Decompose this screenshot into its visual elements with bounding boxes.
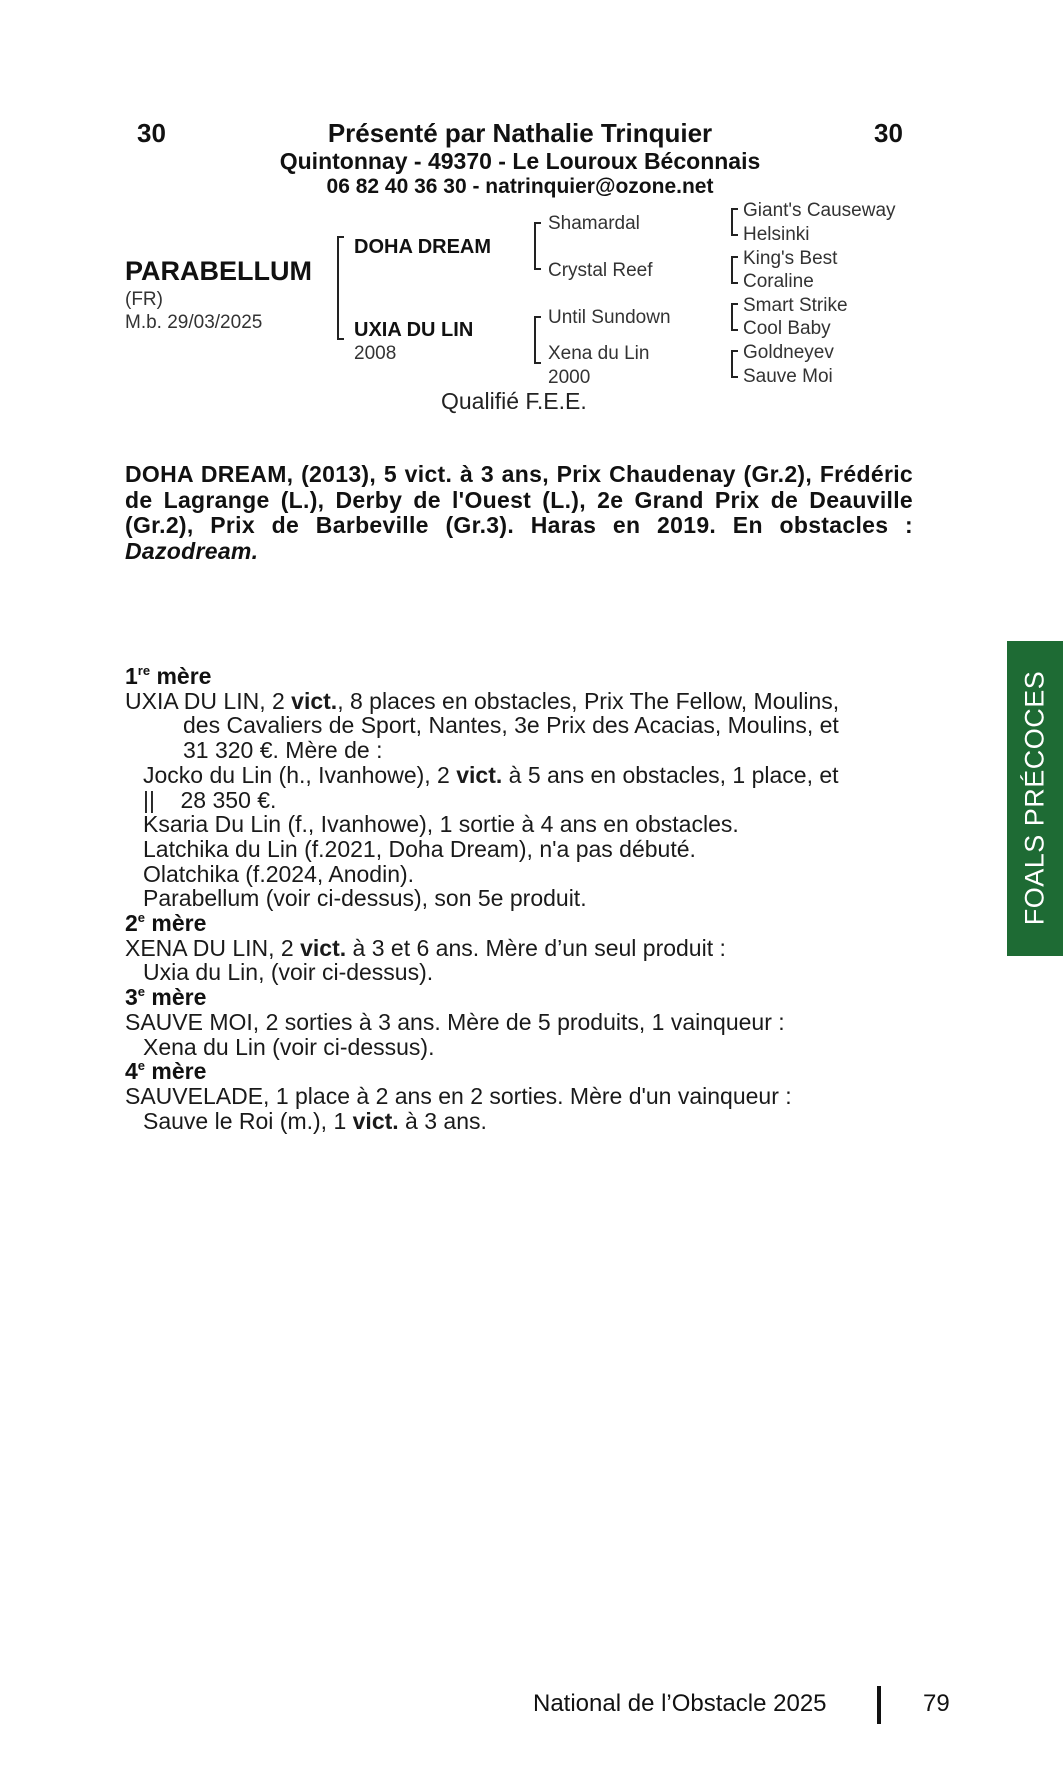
pedigree-g4: Coraline <box>743 271 814 292</box>
pedigree-g7: Goldneyev <box>743 342 834 363</box>
second-dam-produce: Uxia du Lin, (voir ci-dessus). <box>143 959 434 986</box>
bracket-sire-parents <box>534 222 541 270</box>
sire-paragraph-italic: Dazodream. <box>125 537 259 564</box>
first-dam-line-2: des Cavaliers de Sport, Nantes, 3e Prix des Acacias, Moulins, et <box>183 712 839 739</box>
produce-5: Parabellum (voir ci-dessus), son 5e produit. <box>143 885 587 912</box>
pedigree-dam-dam-year: 2000 <box>548 367 591 388</box>
lot-number-right: 30 <box>874 118 903 148</box>
presenter-contact: 06 82 40 36 30 - natrinquier@ozone.net <box>326 175 714 198</box>
first-dam-heading: 1re mère <box>125 663 212 689</box>
lot-number-left: 30 <box>137 118 166 148</box>
first-dam-line: UXIA DU LIN, 2 vict., 8 places en obstacles, Prix The Fellow, Moulins, <box>125 687 840 714</box>
bracket-dam-parents <box>534 316 541 364</box>
section-side-tab <box>1007 641 1063 956</box>
sire-paragraph-text: DOHA DREAM, (2013), 5 vict. à 3 ans, Prix Chaudenay (Gr.2), Frédéric de Lagrange (L.), Derby de l'Ouest (L.), 2e Grand Prix de Deauville (Gr.2), Prix de Barbeville (Gr.3). Haras en 2019. En obstacles : <box>125 461 913 538</box>
pedigree-g1: Giant's Causeway <box>743 200 896 221</box>
footer-page-number: 79 <box>923 1690 950 1717</box>
bracket-g-2 <box>731 256 738 284</box>
produce-1-cont: || 28 350 €. <box>143 786 277 813</box>
pedigree-g8: Sauve Moi <box>743 366 833 387</box>
third-dam-heading: 3e mère <box>125 984 207 1011</box>
pedigree-g5: Smart Strike <box>743 295 848 316</box>
second-dam-heading: 2e mère <box>125 910 207 937</box>
horse-country: (FR) <box>125 289 163 310</box>
pedigree-g3: King's Best <box>743 248 838 269</box>
pedigree-sire-sire: Shamardal <box>548 213 640 234</box>
footer-divider <box>877 1686 881 1724</box>
horse-name: PARABELLUM <box>125 256 312 286</box>
pedigree-dam-year: 2008 <box>354 343 397 364</box>
produce-2: Ksaria Du Lin (f., Ivanhowe), 1 sortie à 4 ans en obstacles. <box>143 811 739 838</box>
third-dam-produce: Xena du Lin (voir ci-dessus). <box>143 1033 435 1060</box>
fourth-dam-heading: 4e mère <box>125 1058 207 1085</box>
second-dam-line: XENA DU LIN, 2 vict. à 3 et 6 ans. Mère d’un seul produit : <box>125 934 726 961</box>
pedigree-g2: Helsinki <box>743 224 810 245</box>
fourth-dam-produce: Sauve le Roi (m.), 1 vict. à 3 ans. <box>143 1107 487 1134</box>
presenter-address: Quintonnay - 49370 - Le Louroux Béconnais <box>279 148 761 174</box>
pedigree-dam-sire: Until Sundown <box>548 307 671 328</box>
pedigree-sire-dam: Crystal Reef <box>548 260 653 281</box>
produce-4: Olatchika (f.2024, Anodin). <box>143 860 415 887</box>
bracket-g-1 <box>731 208 738 236</box>
footer-publication: National de l’Obstacle 2025 <box>533 1690 827 1717</box>
pedigree-g6: Cool Baby <box>743 318 831 339</box>
pedigree-sire: DOHA DREAM <box>354 236 492 258</box>
produce-3: Latchika du Lin (f.2021, Doha Dream), n'a pas débuté. <box>143 835 696 862</box>
pedigree-dam: UXIA DU LIN <box>354 319 474 341</box>
horse-info: M.b. 29/03/2025 <box>125 312 263 333</box>
section-side-tab-label: FOALS PRÉCOCES <box>1019 670 1050 926</box>
bracket-g-3 <box>731 303 738 331</box>
qualification-note: Qualifié F.E.E. <box>441 388 587 414</box>
bracket-parents <box>337 236 344 340</box>
third-dam-line: SAUVE MOI, 2 sorties à 3 ans. Mère de 5 produits, 1 vainqueur : <box>125 1008 785 1035</box>
family-section <box>125 664 925 1133</box>
pedigree-dam-dam: Xena du Lin <box>548 343 650 364</box>
fourth-dam-line: SAUVELADE, 1 place à 2 ans en 2 sorties. Mère d'un vainqueur : <box>125 1082 792 1109</box>
first-dam-line-3: 31 320 €. Mère de : <box>183 737 383 764</box>
bracket-g-4 <box>731 350 738 378</box>
sire-paragraph <box>125 462 913 564</box>
produce-1: Jocko du Lin (h., Ivanhowe), 2 vict. à 5 ans en obstacles, 1 place, et <box>143 761 839 788</box>
presenter-title: Présenté par Nathalie Trinquier <box>327 118 713 148</box>
